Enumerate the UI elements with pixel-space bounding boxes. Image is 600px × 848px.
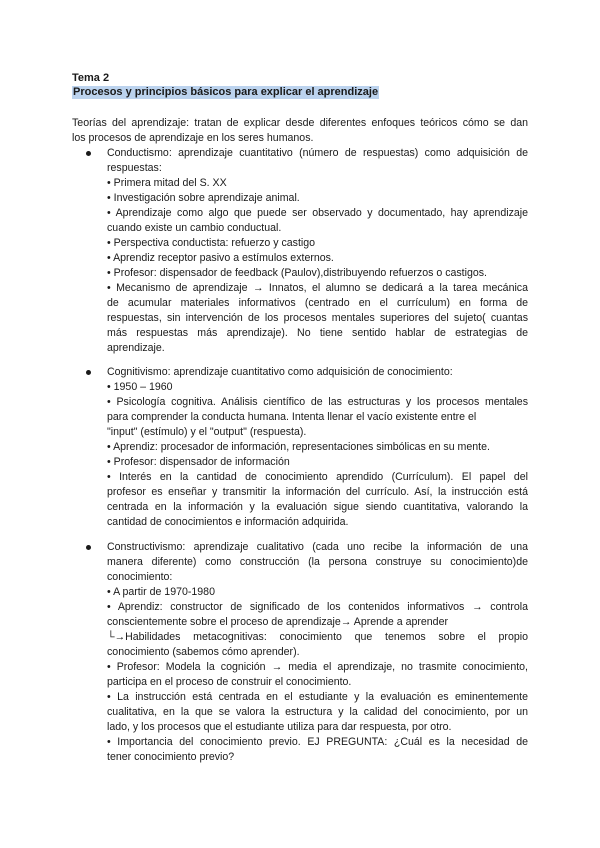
text-line: para comprender la conducta humana. Intenta llenar el vacío existente entre el xyxy=(107,411,477,423)
intro-line: los procesos de aprendizaje en los seres humanos. xyxy=(72,132,314,144)
text-line: "input" (estímulo) y el "output" (respuesta). xyxy=(107,426,307,438)
text-line: más respuestas más aprendizaje). No tiene sentido hablar de estrategias de xyxy=(107,327,528,339)
text-line: de acumular materiales informativos (centrado en el currículum) en forma de xyxy=(107,297,528,309)
text-line: • Mecanismo de aprendizaje → Innatos, el alumno se dedicará a la tarea mecánica xyxy=(107,282,528,294)
text-line: participa en el proceso de construir el conocimiento. xyxy=(107,676,352,688)
intro-line: Teorías del aprendizaje: tratan de explicar desde diferentes enfoques teóricos cómo se dan xyxy=(72,117,528,129)
text-line: Constructivismo: aprendizaje cualitativo (cada uno recibe la información de una xyxy=(107,541,528,553)
text-line: • Profesor: Modela la cognición → media el aprendizaje, no trasmite conocimiento, xyxy=(107,661,528,673)
text-line: cuando existe un cambio conductual. xyxy=(107,222,282,234)
text-line: • Primera mitad del S. XX xyxy=(107,177,227,189)
text-line: • Aprendizaje como algo que puede ser observado y documentado, hay aprendizaje xyxy=(107,207,528,219)
bullet-icon xyxy=(86,151,91,156)
bullet-icon xyxy=(86,370,91,375)
text-line: • Aprendiz: procesador de información, representaciones simbólicas en su mente. xyxy=(107,441,490,453)
text-line: conocimiento: xyxy=(107,571,173,583)
text-line: cantidad de conocimientos e información adquirida. xyxy=(107,516,349,528)
page-title: Procesos y principios básicos para explicar el aprendizaje xyxy=(73,86,379,98)
text-line: manera diferente) como construcción (la persona construye su conocimiento)de xyxy=(107,556,528,568)
text-line: profesor es enseñar y transmitir la información del currículo. Así, la instrucción está xyxy=(107,486,528,498)
text-line: tener conocimiento previo? xyxy=(107,751,235,763)
text-line: └→Habilidades metacognitivas: conocimiento que tenemos sobre el propio xyxy=(107,631,528,643)
text-line: Cognitivismo: aprendizaje cuantitativo como adquisición de conocimiento: xyxy=(107,366,453,378)
text-line: conocimiento (sabemos cómo aprender). xyxy=(107,646,300,658)
text-line: conscientemente sobre el proceso de aprendizaje→ Aprende a aprender xyxy=(107,616,448,628)
text-line: • Aprendiz receptor pasivo a estímulos externos. xyxy=(107,252,334,264)
text-line: cualitativa, en la que se valora la estructura y la calidad del conocimiento, por un xyxy=(107,706,528,718)
text-line: • Perspectiva conductista: refuerzo y castigo xyxy=(107,237,316,249)
text-line: • Profesor: dispensador de información xyxy=(107,456,290,468)
text-line: • Aprendiz: constructor de significado de los contenidos informativos → controla xyxy=(107,601,528,613)
section-content xyxy=(107,540,528,765)
text-line: aprendizaje. xyxy=(107,342,165,354)
topic-label: Tema 2 xyxy=(72,72,110,84)
text-line: respuestas: xyxy=(107,162,162,174)
section-content xyxy=(107,365,528,530)
text-line: lado, y los procesos que el estudiante utiliza para dar respuesta, por otro. xyxy=(107,721,452,733)
text-line: centrada en la información y la evaluación sigue siendo cuantitativa, valorando la xyxy=(107,501,528,513)
text-line: • Profesor: dispensador de feedback (Paulov),distribuyendo refuerzos o castigos. xyxy=(107,267,487,279)
text-line: • Interés en la cantidad de conocimiento aprendido (Currículum). El papel del xyxy=(107,471,528,483)
text-line: respuestas, sin intervención de los procesos mentales superiores del sujeto( cuantas xyxy=(107,312,528,324)
text-line: • Importancia del conocimiento previo. EJ PREGUNTA: ¿Cuál es la necesidad de xyxy=(107,736,528,748)
section-content xyxy=(107,146,528,356)
text-line: • Psicología cognitiva. Análisis científico de las estructuras y los procesos mentales xyxy=(107,396,528,408)
text-line: • La instrucción está centrada en el estudiante y la evaluación es eminentemente xyxy=(107,691,528,703)
intro-paragraph xyxy=(72,116,528,146)
bullet-icon xyxy=(86,545,91,550)
text-line: Conductismo: aprendizaje cuantitativo (número de respuestas) como adquisición de xyxy=(107,147,528,159)
text-line: • 1950 – 1960 xyxy=(107,381,173,393)
text-line: • Investigación sobre aprendizaje animal. xyxy=(107,192,300,204)
text-line: • A partir de 1970-1980 xyxy=(107,586,215,598)
